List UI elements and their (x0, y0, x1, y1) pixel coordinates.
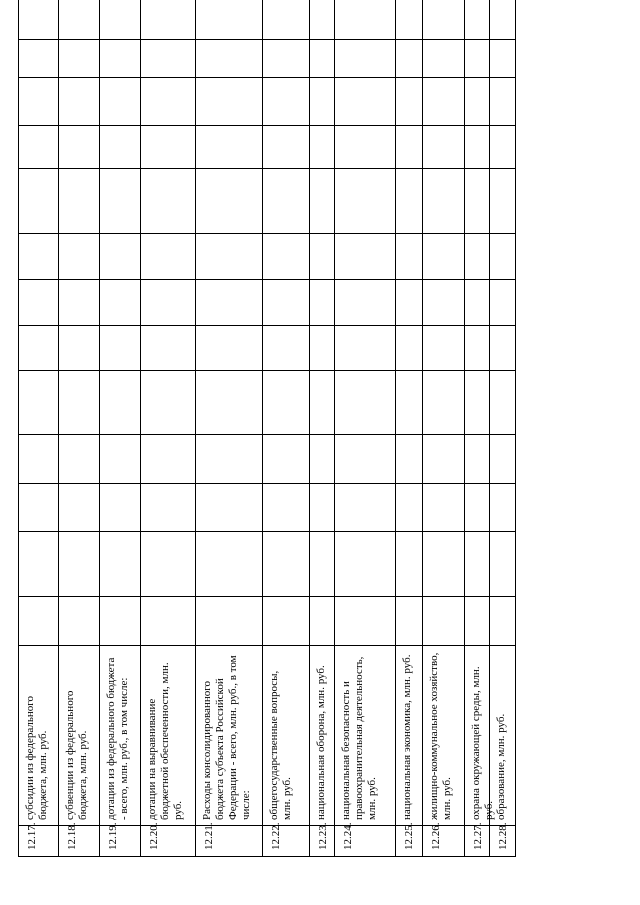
empty-value-cell (141, 125, 196, 168)
empty-value-cell (196, 279, 263, 325)
empty-value-cell (100, 233, 141, 279)
empty-value-cell (18, 125, 59, 168)
empty-value-cell (100, 77, 141, 125)
empty-value-cell (263, 279, 310, 325)
empty-value-cell (310, 370, 335, 434)
empty-value-cell (263, 168, 310, 233)
empty-value-cell (59, 596, 100, 645)
empty-value-cell (396, 325, 423, 370)
empty-value-cell (141, 483, 196, 531)
empty-value-cell (59, 325, 100, 370)
empty-value-cell (141, 370, 196, 434)
empty-value-cell (310, 233, 335, 279)
empty-value-cell (335, 0, 396, 39)
empty-value-cell (423, 77, 465, 125)
row-number-cell: 12.21. (196, 825, 263, 857)
empty-value-cell (59, 125, 100, 168)
empty-value-cell (263, 39, 310, 77)
empty-value-cell (196, 434, 263, 483)
empty-value-cell (310, 39, 335, 77)
empty-value-cell (310, 531, 335, 596)
empty-value-cell (396, 125, 423, 168)
empty-value-cell (423, 279, 465, 325)
empty-value-cell (196, 77, 263, 125)
empty-value-cell (263, 370, 310, 434)
empty-value-cell (59, 77, 100, 125)
empty-value-cell (396, 233, 423, 279)
empty-value-cell (100, 279, 141, 325)
empty-value-cell (196, 233, 263, 279)
empty-value-cell (396, 434, 423, 483)
empty-value-cell (335, 125, 396, 168)
empty-value-cell (141, 168, 196, 233)
empty-value-cell (310, 168, 335, 233)
empty-value-cell (335, 233, 396, 279)
row-number-cell: 12.27. (465, 825, 490, 857)
empty-value-cell (423, 168, 465, 233)
indicator-name-cell: жилищно-коммунальное хозяйство, млн. руб. (423, 645, 465, 825)
empty-value-cell (18, 0, 59, 39)
empty-value-cell (465, 125, 490, 168)
empty-value-cell (59, 483, 100, 531)
empty-value-cell (490, 0, 516, 39)
empty-value-cell (465, 483, 490, 531)
empty-value-cell (141, 531, 196, 596)
empty-value-cell (141, 325, 196, 370)
empty-value-cell (141, 596, 196, 645)
empty-value-cell (18, 279, 59, 325)
empty-value-cell (100, 596, 141, 645)
empty-value-cell (396, 0, 423, 39)
indicator-name-cell: Расходы консолидированного бюджета субъекта Российской Федерации - всего, млн. руб., в том числе: (196, 645, 263, 825)
empty-value-cell (18, 39, 59, 77)
empty-value-cell (59, 531, 100, 596)
empty-value-cell (310, 279, 335, 325)
row-number-cell: 12.25. (396, 825, 423, 857)
empty-value-cell (490, 39, 516, 77)
row-number-cell: 12.17. (18, 825, 59, 857)
empty-value-cell (396, 279, 423, 325)
empty-value-cell (335, 39, 396, 77)
empty-value-cell (100, 325, 141, 370)
row-number-cell: 12.23. (310, 825, 335, 857)
empty-value-cell (59, 39, 100, 77)
empty-value-cell (100, 0, 141, 39)
empty-value-cell (196, 325, 263, 370)
empty-value-cell (18, 370, 59, 434)
empty-value-cell (18, 233, 59, 279)
row-number-cell: 12.22. (263, 825, 310, 857)
indicators-table (18, 31, 552, 857)
empty-value-cell (335, 279, 396, 325)
empty-value-cell (423, 531, 465, 596)
empty-value-cell (396, 77, 423, 125)
empty-value-cell (100, 39, 141, 77)
empty-value-cell (396, 168, 423, 233)
empty-value-cell (465, 370, 490, 434)
empty-value-cell (490, 370, 516, 434)
empty-value-cell (423, 39, 465, 77)
empty-value-cell (396, 483, 423, 531)
empty-value-cell (335, 596, 396, 645)
empty-value-cell (490, 325, 516, 370)
empty-value-cell (465, 0, 490, 39)
empty-value-cell (465, 77, 490, 125)
empty-value-cell (490, 596, 516, 645)
empty-value-cell (335, 77, 396, 125)
empty-value-cell (141, 434, 196, 483)
empty-value-cell (310, 483, 335, 531)
empty-value-cell (423, 0, 465, 39)
empty-value-cell (310, 77, 335, 125)
empty-value-cell (423, 233, 465, 279)
empty-value-cell (263, 483, 310, 531)
empty-value-cell (310, 434, 335, 483)
empty-value-cell (490, 483, 516, 531)
empty-value-cell (100, 168, 141, 233)
empty-value-cell (310, 325, 335, 370)
empty-value-cell (59, 0, 100, 39)
empty-value-cell (100, 434, 141, 483)
empty-value-cell (335, 483, 396, 531)
row-number-cell: 12.19. (100, 825, 141, 857)
indicator-name-cell: национальная безопасность и правоохранительная деятельность, млн. руб. (335, 645, 396, 825)
empty-value-cell (141, 279, 196, 325)
empty-value-cell (396, 39, 423, 77)
empty-value-cell (100, 370, 141, 434)
empty-value-cell (490, 168, 516, 233)
empty-value-cell (59, 279, 100, 325)
empty-value-cell (59, 434, 100, 483)
indicator-name-cell: охрана окружающей среды, млн. руб. (465, 645, 490, 825)
empty-value-cell (465, 168, 490, 233)
empty-value-cell (141, 77, 196, 125)
empty-value-cell (141, 0, 196, 39)
empty-value-cell (263, 125, 310, 168)
empty-value-cell (423, 596, 465, 645)
empty-value-cell (18, 531, 59, 596)
empty-value-cell (100, 125, 141, 168)
empty-value-cell (196, 370, 263, 434)
empty-value-cell (18, 325, 59, 370)
indicator-name-cell: дотации из федерального бюджета - всего, млн. руб., в том числе: (100, 645, 141, 825)
empty-value-cell (18, 77, 59, 125)
empty-value-cell (310, 0, 335, 39)
indicator-name-cell: национальная оборона, млн. руб. (310, 645, 335, 825)
row-number-cell: 12.26. (423, 825, 465, 857)
empty-value-cell (465, 434, 490, 483)
empty-value-cell (423, 483, 465, 531)
empty-value-cell (490, 125, 516, 168)
empty-value-cell (423, 125, 465, 168)
row-number-cell: 12.24. (335, 825, 396, 857)
empty-value-cell (59, 233, 100, 279)
empty-value-cell (310, 125, 335, 168)
empty-value-cell (196, 125, 263, 168)
empty-value-cell (335, 434, 396, 483)
empty-value-cell (396, 370, 423, 434)
empty-value-cell (141, 39, 196, 77)
indicator-name-cell: дотации на выравнивание бюджетной обеспеченности, млн. руб. (141, 645, 196, 825)
empty-value-cell (335, 370, 396, 434)
empty-value-cell (465, 279, 490, 325)
empty-value-cell (490, 434, 516, 483)
empty-value-cell (196, 531, 263, 596)
empty-value-cell (59, 168, 100, 233)
empty-value-cell (100, 483, 141, 531)
empty-value-cell (18, 596, 59, 645)
empty-value-cell (396, 596, 423, 645)
empty-value-cell (263, 596, 310, 645)
indicator-name-cell: национальная экономика, млн. руб. (396, 645, 423, 825)
empty-value-cell (141, 233, 196, 279)
empty-value-cell (490, 233, 516, 279)
empty-value-cell (335, 168, 396, 233)
empty-value-cell (263, 325, 310, 370)
empty-value-cell (490, 77, 516, 125)
empty-value-cell (465, 39, 490, 77)
empty-value-cell (423, 434, 465, 483)
empty-value-cell (59, 370, 100, 434)
empty-value-cell (196, 0, 263, 39)
row-number-cell: 12.20. (141, 825, 196, 857)
indicator-name-cell: образование, млн. руб. (490, 645, 516, 825)
indicator-name-cell: субсидии из федерального бюджета, млн. руб. (18, 645, 59, 825)
empty-value-cell (396, 531, 423, 596)
empty-value-cell (18, 483, 59, 531)
empty-value-cell (423, 370, 465, 434)
empty-value-cell (465, 596, 490, 645)
empty-value-cell (465, 531, 490, 596)
empty-value-cell (465, 233, 490, 279)
empty-value-cell (263, 233, 310, 279)
indicator-name-cell: субвенции из федерального бюджета, млн. руб. (59, 645, 100, 825)
empty-value-cell (335, 325, 396, 370)
empty-value-cell (465, 325, 490, 370)
empty-value-cell (310, 596, 335, 645)
row-number-cell: 12.18. (59, 825, 100, 857)
empty-value-cell (263, 531, 310, 596)
empty-value-cell (18, 434, 59, 483)
empty-value-cell (196, 168, 263, 233)
empty-value-cell (196, 596, 263, 645)
row-number-cell: 12.28. (490, 825, 516, 857)
empty-value-cell (18, 168, 59, 233)
empty-value-cell (335, 531, 396, 596)
empty-value-cell (490, 531, 516, 596)
empty-value-cell (263, 77, 310, 125)
empty-value-cell (490, 279, 516, 325)
empty-value-cell (196, 39, 263, 77)
empty-value-cell (263, 434, 310, 483)
empty-value-cell (196, 483, 263, 531)
empty-value-cell (423, 325, 465, 370)
indicator-name-cell: общегосударственные вопросы, млн. руб. (263, 645, 310, 825)
empty-value-cell (263, 0, 310, 39)
empty-value-cell (100, 531, 141, 596)
